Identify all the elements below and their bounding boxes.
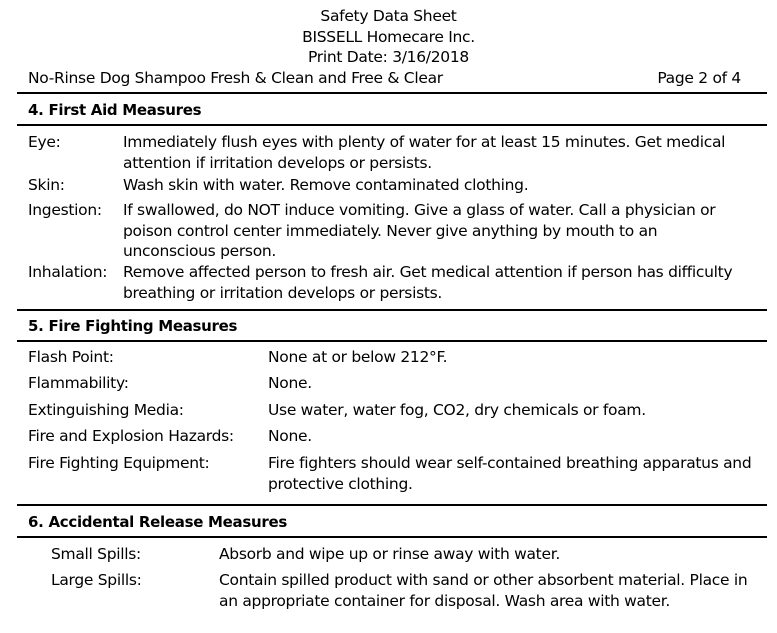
field-label: Ingestion: bbox=[28, 201, 102, 219]
field-label: Flammability: bbox=[28, 374, 129, 392]
divider bbox=[17, 124, 767, 126]
document-title: Safety Data Sheet bbox=[320, 7, 457, 25]
field-value: None. bbox=[268, 427, 312, 445]
field-label: Extinguishing Media: bbox=[28, 401, 184, 419]
section-6-title: 6. Accidental Release Measures bbox=[28, 513, 287, 531]
field-label: Inhalation: bbox=[28, 263, 108, 281]
field-value: Contain spilled product with sand or other absorbent material. Place in an appropriate container for disposal. Wash area with water. bbox=[219, 571, 748, 610]
divider bbox=[17, 309, 767, 311]
field-value: Immediately flush eyes with plenty of water for at least 15 minutes. Get medical attention if irritation develops or persists. bbox=[123, 133, 726, 172]
field-label: Small Spills: bbox=[51, 545, 141, 563]
section-4-title: 4. First Aid Measures bbox=[28, 101, 202, 119]
divider bbox=[17, 536, 767, 538]
field-value: None at or below 212°F. bbox=[268, 348, 448, 366]
field-label: Flash Point: bbox=[28, 348, 114, 366]
field-label: Fire Fighting Equipment: bbox=[28, 454, 210, 472]
field-value: Fire fighters should wear self-contained breathing apparatus and protective clothing. bbox=[268, 454, 752, 493]
product-name: No-Rinse Dog Shampoo Fresh & Clean and Free & Clear bbox=[28, 69, 443, 87]
divider bbox=[17, 504, 767, 506]
field-value: None. bbox=[268, 374, 312, 392]
field-value: Absorb and wipe up or rinse away with water. bbox=[219, 545, 560, 563]
field-value: If swallowed, do NOT induce vomiting. Give a glass of water. Call a physician or poison control center immediately. Never give anything by mouth to an unconscious person. bbox=[123, 201, 716, 260]
field-value: Use water, water fog, CO2, dry chemicals or foam. bbox=[268, 401, 646, 419]
field-label: Large Spills: bbox=[51, 571, 142, 589]
document-header bbox=[0, 6, 777, 68]
divider bbox=[17, 92, 767, 94]
field-label: Skin: bbox=[28, 176, 65, 194]
field-label: Eye: bbox=[28, 133, 61, 151]
divider bbox=[17, 340, 767, 342]
page-number: Page 2 of 4 bbox=[657, 69, 741, 87]
company-name: BISSELL Homecare Inc. bbox=[302, 27, 475, 46]
section-5-title: 5. Fire Fighting Measures bbox=[28, 317, 238, 335]
field-label: Fire and Explosion Hazards: bbox=[28, 427, 234, 445]
field-value: Wash skin with water. Remove contaminated clothing. bbox=[123, 176, 529, 194]
print-date: Print Date: 3/16/2018 bbox=[308, 48, 469, 66]
field-value: Remove affected person to fresh air. Get medical attention if person has difficulty breathing or irritation develops or persists. bbox=[123, 263, 733, 302]
